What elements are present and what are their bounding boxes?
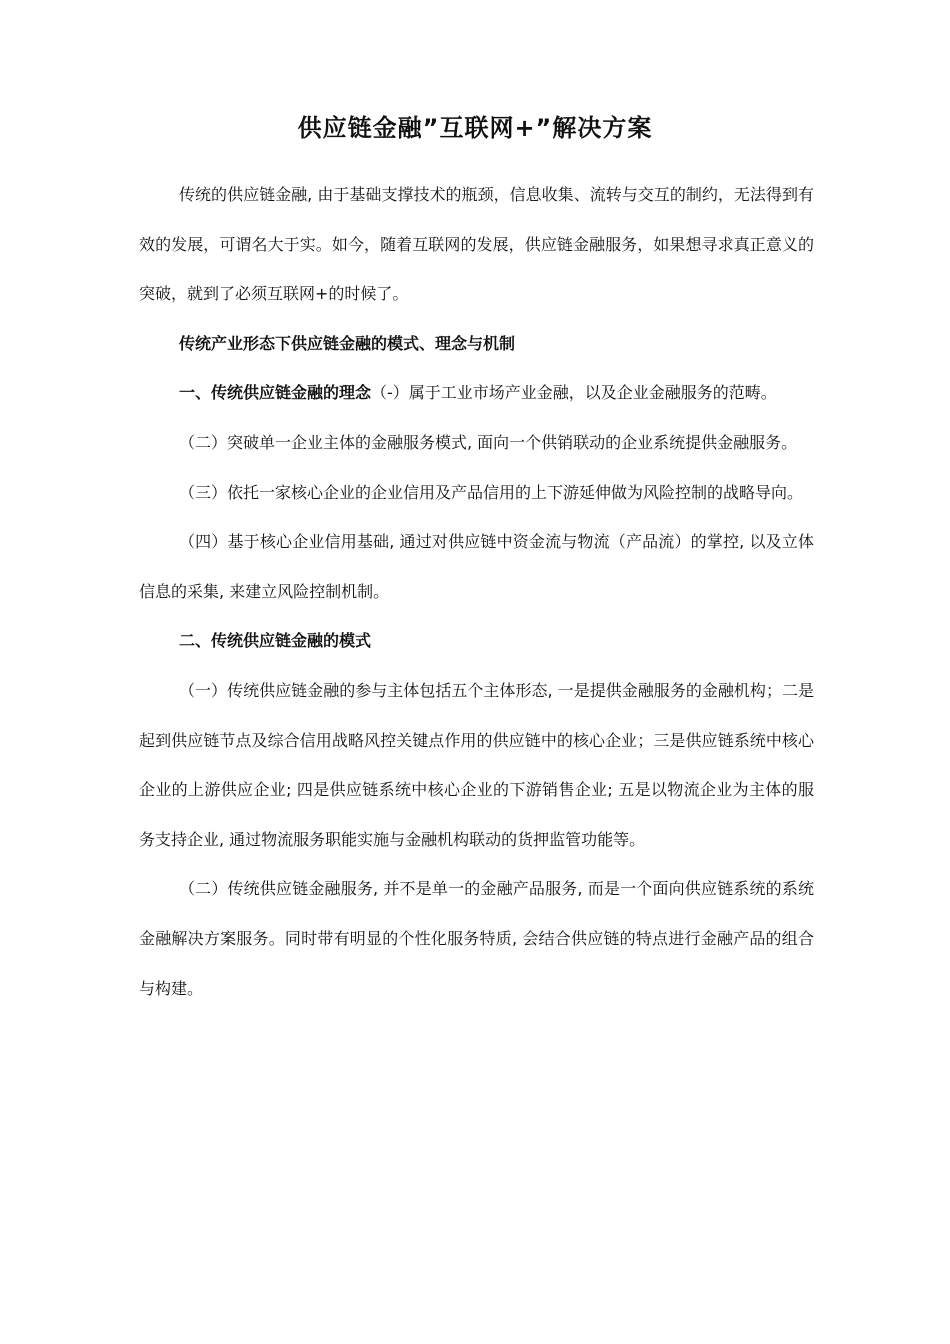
part2-item2-paragraph: （二）传统供应链金融服务, 并不是单一的金融产品服务, 而是一个面向供应链系统的系统金融解决方案服务。同时带有明显的个性化服务特质, 会结合供应链的特点进行金融产品的组合与构建。 — [139, 879, 814, 998]
part2-item1-paragraph: （一）传统供应链金融的参与主体包括五个主体形态, 一是提供金融服务的金融机构；二是起到供应链节点及综合信用战略风控关键点作用的供应链中的核心企业；三是供应链系统中核心企业的上游供应企业; 四是供应链系统中核心企业的下游销售企业; 五是以物流企业为主体的服务支持企业, 通过物流服务职能实施与金融机构联动的货押监管功能等。 — [139, 680, 814, 849]
section-heading: 传统产业形态下供应链金融的模式、理念与机制 — [179, 333, 516, 353]
part1-item4-paragraph: （四）基于核心企业信用基础, 通过对供应链中资金流与物流（产品流）的掌控, 以及立体信息的采集, 来建立风险控制机制。 — [139, 532, 814, 601]
intro-paragraph: 传统的供应链金融, 由于基础支撑技术的瓶颈，信息收集、流转与交互的制约，无法得到有效的发展，可谓名大于实。如今，随着互联网的发展，供应链金融服务，如果想寻求真正意义的突破，就到了必须互联网+的时候了。 — [139, 185, 814, 304]
document-body — [139, 170, 814, 1013]
document-title: 供应链金融”互联网+”解决方案 — [297, 114, 653, 142]
part1-item3-paragraph: （三）依托一家核心企业的企业信用及产品信用的上下游延伸做为风险控制的战略导向。 — [179, 482, 804, 502]
part2-heading: 二、传统供应链金融的模式 — [179, 631, 372, 651]
part1-item2-paragraph: （二）突破单一企业主体的金融服务模式, 面向一个供销联动的企业系统提供金融服务。 — [179, 432, 798, 452]
part1-heading: 一、传统供应链金融的理念 — [179, 383, 372, 403]
part1-item1-paragraph — [139, 368, 814, 418]
part1-item1-text: （-）属于工业市场产业金融，以及企业金融服务的范畴。 — [371, 383, 777, 403]
